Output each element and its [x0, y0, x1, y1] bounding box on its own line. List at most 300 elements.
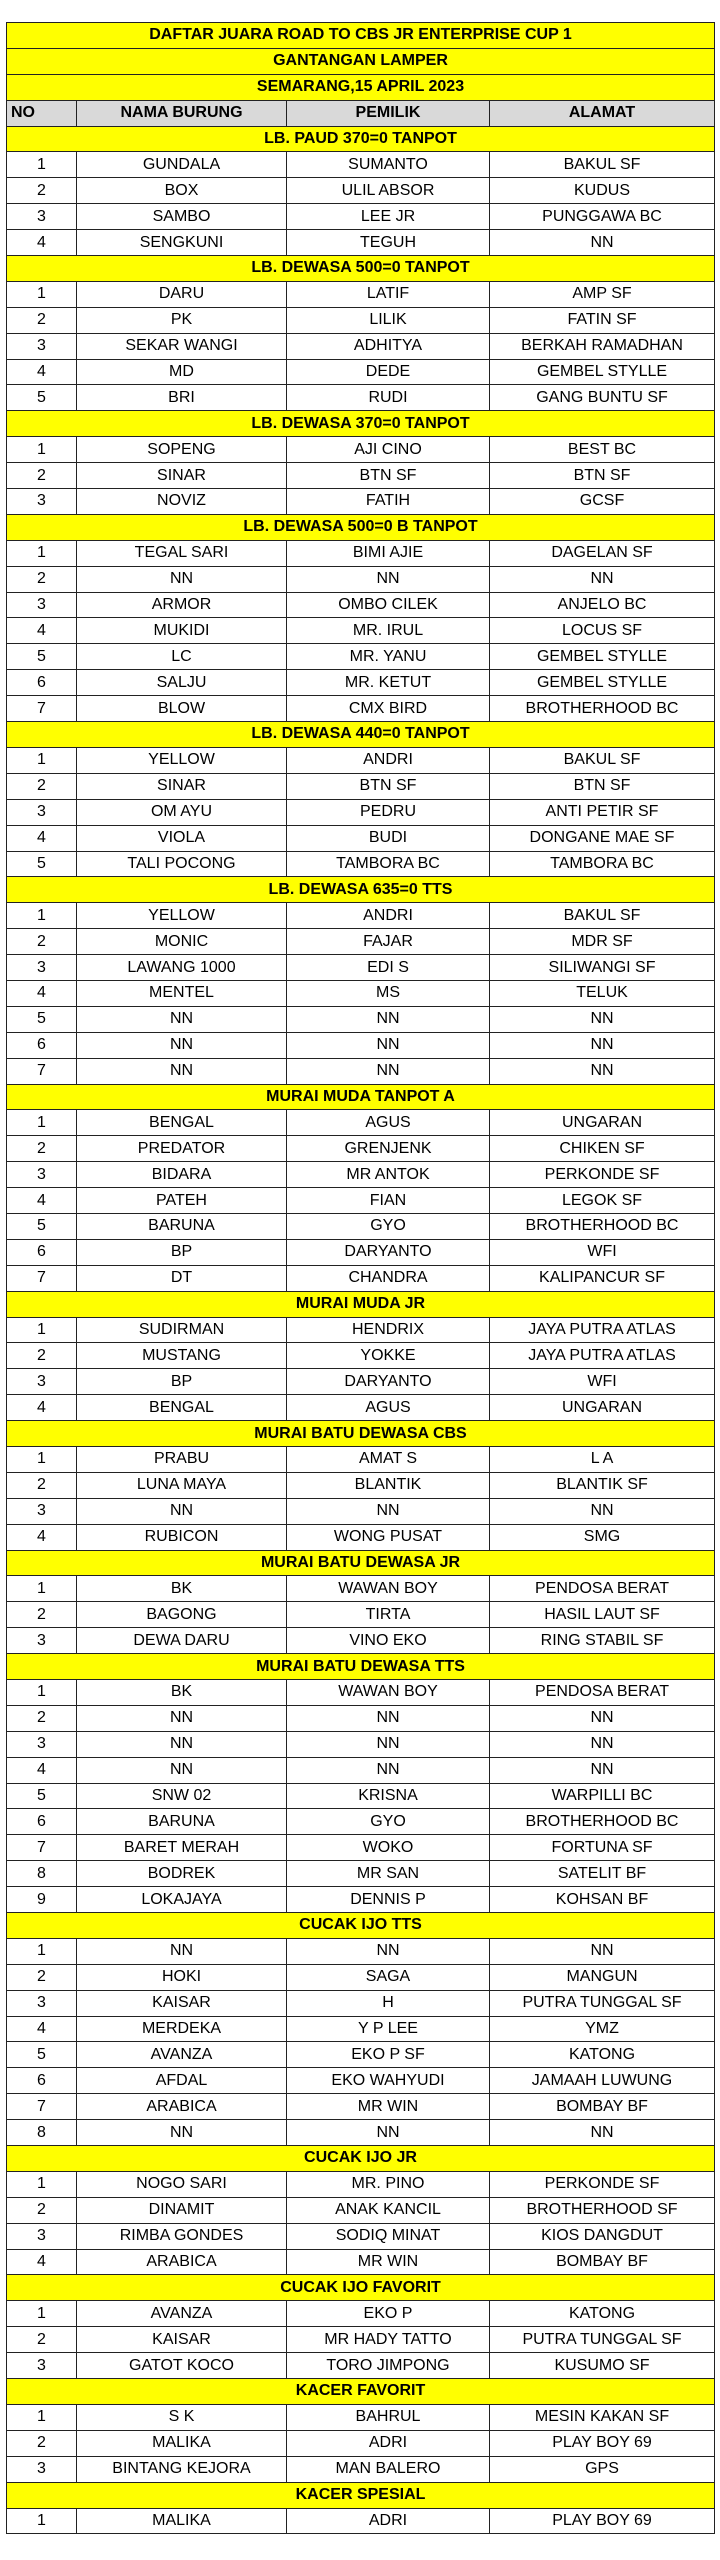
cell-address: FORTUNA SF	[490, 1835, 715, 1861]
cell-address: JAYA PUTRA ATLAS	[490, 1343, 715, 1369]
table-row	[7, 592, 715, 618]
table-row	[7, 1938, 715, 1964]
table-row	[7, 1058, 715, 1084]
section-header-row	[7, 256, 715, 282]
results-sheet	[6, 22, 714, 2534]
cell-owner: HENDRIX	[287, 1317, 490, 1343]
cell-owner: EKO P SF	[287, 2042, 490, 2068]
table-row	[7, 1602, 715, 1628]
column-header-row	[7, 100, 715, 126]
cell-address: BEST BC	[490, 437, 715, 463]
cell-address: HASIL LAUT SF	[490, 1602, 715, 1628]
cell-owner: MR WIN	[287, 2094, 490, 2120]
cell-owner: ADRI	[287, 2430, 490, 2456]
cell-bird-name: YELLOW	[77, 903, 287, 929]
cell-bird-name: ARABICA	[77, 2249, 287, 2275]
table-row	[7, 1188, 715, 1214]
cell-owner: NN	[287, 1705, 490, 1731]
cell-bird-name: BINTANG KEJORA	[77, 2456, 287, 2482]
cell-owner: AGUS	[287, 1110, 490, 1136]
table-row	[7, 644, 715, 670]
cell-address: NN	[490, 1006, 715, 1032]
table-row	[7, 955, 715, 981]
cell-bird-name: LAWANG 1000	[77, 955, 287, 981]
cell-owner: NN	[287, 1757, 490, 1783]
table-row	[7, 540, 715, 566]
cell-owner: ANAK KANCIL	[287, 2197, 490, 2223]
section-title: LB. DEWASA 370=0 TANPOT	[7, 411, 715, 437]
cell-bird-name: BRI	[77, 385, 287, 411]
table-row	[7, 2404, 715, 2430]
cell-address: JAYA PUTRA ATLAS	[490, 1317, 715, 1343]
cell-address: GANG BUNTU SF	[490, 385, 715, 411]
cell-no: 4	[7, 1188, 77, 1214]
cell-address: GEMBEL STYLLE	[490, 670, 715, 696]
cell-no: 4	[7, 359, 77, 385]
cell-no: 2	[7, 773, 77, 799]
cell-address: NN	[490, 1498, 715, 1524]
table-row	[7, 1990, 715, 2016]
cell-no: 5	[7, 644, 77, 670]
table-row	[7, 152, 715, 178]
cell-no: 2	[7, 2430, 77, 2456]
section-header-row	[7, 2379, 715, 2405]
cell-address: MDR SF	[490, 929, 715, 955]
table-row	[7, 903, 715, 929]
cell-bird-name: DEWA DARU	[77, 1628, 287, 1654]
table-row	[7, 1576, 715, 1602]
cell-bird-name: OM AYU	[77, 799, 287, 825]
section-title: MURAI MUDA TANPOT A	[7, 1084, 715, 1110]
table-row	[7, 2068, 715, 2094]
table-row	[7, 1213, 715, 1239]
cell-address: NN	[490, 1032, 715, 1058]
cell-owner: OMBO CILEK	[287, 592, 490, 618]
cell-bird-name: TALI POCONG	[77, 851, 287, 877]
cell-owner: SAGA	[287, 1964, 490, 1990]
cell-owner: FIAN	[287, 1188, 490, 1214]
cell-address: GEMBEL STYLLE	[490, 644, 715, 670]
table-row	[7, 696, 715, 722]
section-title: MURAI BATU DEWASA TTS	[7, 1654, 715, 1680]
cell-bird-name: PK	[77, 307, 287, 333]
cell-address: WFI	[490, 1239, 715, 1265]
cell-address: GPS	[490, 2456, 715, 2482]
cell-no: 7	[7, 1835, 77, 1861]
section-title: LB. DEWASA 635=0 TTS	[7, 877, 715, 903]
cell-no: 1	[7, 2508, 77, 2534]
table-row	[7, 929, 715, 955]
results-table-body	[7, 23, 715, 2534]
cell-bird-name: LUNA MAYA	[77, 1472, 287, 1498]
cell-owner: WOKO	[287, 1835, 490, 1861]
cell-owner: NN	[287, 1058, 490, 1084]
cell-owner: NN	[287, 1032, 490, 1058]
table-row	[7, 178, 715, 204]
table-row	[7, 281, 715, 307]
table-row	[7, 1343, 715, 1369]
cell-address: LOCUS SF	[490, 618, 715, 644]
cell-owner: SODIQ MINAT	[287, 2223, 490, 2249]
table-row	[7, 2430, 715, 2456]
cell-no: 3	[7, 592, 77, 618]
cell-owner: MR SAN	[287, 1861, 490, 1887]
cell-owner: LEE JR	[287, 204, 490, 230]
cell-no: 4	[7, 1524, 77, 1550]
cell-owner: ADRI	[287, 2508, 490, 2534]
cell-bird-name: AVANZA	[77, 2301, 287, 2327]
cell-bird-name: SAMBO	[77, 204, 287, 230]
cell-owner: RUDI	[287, 385, 490, 411]
table-row	[7, 1032, 715, 1058]
section-header-row	[7, 514, 715, 540]
cell-address: SATELIT BF	[490, 1861, 715, 1887]
cell-no: 8	[7, 1861, 77, 1887]
cell-owner: DARYANTO	[287, 1239, 490, 1265]
cell-owner: ADHITYA	[287, 333, 490, 359]
cell-bird-name: TEGAL SARI	[77, 540, 287, 566]
cell-bird-name: DINAMIT	[77, 2197, 287, 2223]
cell-no: 2	[7, 566, 77, 592]
cell-address: BAKUL SF	[490, 903, 715, 929]
table-row	[7, 1239, 715, 1265]
cell-owner: MR. KETUT	[287, 670, 490, 696]
cell-bird-name: MONIC	[77, 929, 287, 955]
section-title: CUCAK IJO JR	[7, 2146, 715, 2172]
cell-owner: NN	[287, 1731, 490, 1757]
cell-bird-name: BLOW	[77, 696, 287, 722]
cell-owner: VINO EKO	[287, 1628, 490, 1654]
cell-owner: NN	[287, 1006, 490, 1032]
cell-bird-name: SUDIRMAN	[77, 1317, 287, 1343]
cell-no: 1	[7, 437, 77, 463]
cell-address: CHIKEN SF	[490, 1136, 715, 1162]
cell-no: 4	[7, 1395, 77, 1421]
cell-bird-name: LOKAJAYA	[77, 1887, 287, 1913]
cell-address: PENDOSA BERAT	[490, 1576, 715, 1602]
section-title: KACER SPESIAL	[7, 2482, 715, 2508]
cell-address: BROTHERHOOD BC	[490, 696, 715, 722]
cell-no: 2	[7, 1136, 77, 1162]
table-row	[7, 1162, 715, 1188]
table-row	[7, 2197, 715, 2223]
cell-address: KATONG	[490, 2042, 715, 2068]
table-row	[7, 1680, 715, 1706]
cell-no: 7	[7, 696, 77, 722]
cell-bird-name: BK	[77, 1576, 287, 1602]
cell-no: 2	[7, 1602, 77, 1628]
table-row	[7, 2171, 715, 2197]
table-row	[7, 773, 715, 799]
cell-bird-name: DT	[77, 1265, 287, 1291]
section-header-row	[7, 411, 715, 437]
section-header-row	[7, 126, 715, 152]
section-header-row	[7, 2146, 715, 2172]
table-row	[7, 204, 715, 230]
column-header-owner: PEMILIK	[287, 100, 490, 126]
section-header-row	[7, 1550, 715, 1576]
cell-owner: BTN SF	[287, 463, 490, 489]
section-header-row	[7, 1291, 715, 1317]
cell-address: MESIN KAKAN SF	[490, 2404, 715, 2430]
cell-address: PUNGGAWA BC	[490, 204, 715, 230]
table-row	[7, 1369, 715, 1395]
table-row	[7, 2094, 715, 2120]
cell-bird-name: KAISAR	[77, 1990, 287, 2016]
section-header-row	[7, 1084, 715, 1110]
cell-no: 3	[7, 204, 77, 230]
cell-no: 2	[7, 2197, 77, 2223]
cell-no: 3	[7, 955, 77, 981]
cell-no: 1	[7, 903, 77, 929]
section-title: MURAI BATU DEWASA JR	[7, 1550, 715, 1576]
cell-no: 7	[7, 2094, 77, 2120]
cell-address: NN	[490, 2120, 715, 2146]
cell-bird-name: VIOLA	[77, 825, 287, 851]
cell-bird-name: BARUNA	[77, 1809, 287, 1835]
cell-address: BERKAH RAMADHAN	[490, 333, 715, 359]
cell-owner: MAN BALERO	[287, 2456, 490, 2482]
table-row	[7, 825, 715, 851]
cell-bird-name: NN	[77, 1032, 287, 1058]
cell-bird-name: SNW 02	[77, 1783, 287, 1809]
cell-bird-name: ARMOR	[77, 592, 287, 618]
cell-owner: TIRTA	[287, 1602, 490, 1628]
cell-address: PERKONDE SF	[490, 2171, 715, 2197]
cell-bird-name: HOKI	[77, 1964, 287, 1990]
cell-address: KATONG	[490, 2301, 715, 2327]
table-row	[7, 1835, 715, 1861]
cell-no: 1	[7, 1680, 77, 1706]
cell-owner: LATIF	[287, 281, 490, 307]
cell-owner: FAJAR	[287, 929, 490, 955]
cell-address: PERKONDE SF	[490, 1162, 715, 1188]
cell-no: 1	[7, 540, 77, 566]
cell-bird-name: SINAR	[77, 773, 287, 799]
cell-bird-name: PREDATOR	[77, 1136, 287, 1162]
cell-bird-name: BP	[77, 1239, 287, 1265]
cell-address: WARPILLI BC	[490, 1783, 715, 1809]
section-header-row	[7, 877, 715, 903]
table-row	[7, 1887, 715, 1913]
title-row	[7, 23, 715, 49]
table-row	[7, 1783, 715, 1809]
cell-no: 6	[7, 1239, 77, 1265]
cell-bird-name: LC	[77, 644, 287, 670]
table-row	[7, 2223, 715, 2249]
cell-no: 1	[7, 2301, 77, 2327]
cell-address: BROTHERHOOD BC	[490, 1213, 715, 1239]
cell-no: 1	[7, 281, 77, 307]
cell-bird-name: BP	[77, 1369, 287, 1395]
cell-owner: MR WIN	[287, 2249, 490, 2275]
cell-bird-name: SOPENG	[77, 437, 287, 463]
section-title: MURAI MUDA JR	[7, 1291, 715, 1317]
cell-owner: MS	[287, 980, 490, 1006]
table-row	[7, 1110, 715, 1136]
cell-address: NN	[490, 566, 715, 592]
cell-no: 2	[7, 463, 77, 489]
cell-address: NN	[490, 1058, 715, 1084]
section-header-row	[7, 1913, 715, 1939]
cell-address: TAMBORA BC	[490, 851, 715, 877]
cell-address: SMG	[490, 1524, 715, 1550]
cell-owner: LILIK	[287, 307, 490, 333]
section-title: LB. PAUD 370=0 TANPOT	[7, 126, 715, 152]
cell-bird-name: RIMBA GONDES	[77, 2223, 287, 2249]
cell-bird-name: NN	[77, 1498, 287, 1524]
cell-owner: DENNIS P	[287, 1887, 490, 1913]
cell-no: 2	[7, 1343, 77, 1369]
cell-address: BAKUL SF	[490, 152, 715, 178]
cell-bird-name: MALIKA	[77, 2430, 287, 2456]
cell-address: L A	[490, 1446, 715, 1472]
cell-bird-name: NN	[77, 566, 287, 592]
cell-no: 1	[7, 1110, 77, 1136]
table-row	[7, 851, 715, 877]
cell-owner: NN	[287, 566, 490, 592]
cell-address: NN	[490, 1938, 715, 1964]
cell-no: 2	[7, 2327, 77, 2353]
cell-owner: WAWAN BOY	[287, 1576, 490, 1602]
cell-owner: BLANTIK	[287, 1472, 490, 1498]
cell-bird-name: S K	[77, 2404, 287, 2430]
cell-address: BOMBAY BF	[490, 2249, 715, 2275]
cell-no: 4	[7, 618, 77, 644]
cell-owner: BUDI	[287, 825, 490, 851]
cell-owner: AGUS	[287, 1395, 490, 1421]
event-date: SEMARANG,15 APRIL 2023	[7, 74, 715, 100]
section-header-row	[7, 722, 715, 748]
cell-owner: WONG PUSAT	[287, 1524, 490, 1550]
cell-owner: EKO P	[287, 2301, 490, 2327]
cell-owner: GYO	[287, 1809, 490, 1835]
table-row	[7, 1705, 715, 1731]
table-row	[7, 1472, 715, 1498]
cell-address: DAGELAN SF	[490, 540, 715, 566]
cell-owner: MR. YANU	[287, 644, 490, 670]
cell-address: FATIN SF	[490, 307, 715, 333]
cell-no: 5	[7, 851, 77, 877]
cell-bird-name: NN	[77, 2120, 287, 2146]
cell-no: 8	[7, 2120, 77, 2146]
cell-owner: GYO	[287, 1213, 490, 1239]
cell-no: 3	[7, 1990, 77, 2016]
cell-bird-name: YELLOW	[77, 747, 287, 773]
cell-no: 1	[7, 1576, 77, 1602]
cell-no: 1	[7, 747, 77, 773]
cell-owner: DEDE	[287, 359, 490, 385]
table-row	[7, 2249, 715, 2275]
cell-bird-name: KAISAR	[77, 2327, 287, 2353]
cell-address: JAMAAH LUWUNG	[490, 2068, 715, 2094]
cell-no: 3	[7, 1628, 77, 1654]
table-row	[7, 566, 715, 592]
cell-owner: Y P LEE	[287, 2016, 490, 2042]
table-row	[7, 2508, 715, 2534]
cell-bird-name: NN	[77, 1705, 287, 1731]
column-header-bird-name: NAMA BURUNG	[77, 100, 287, 126]
cell-no: 4	[7, 230, 77, 256]
cell-bird-name: SALJU	[77, 670, 287, 696]
cell-no: 6	[7, 670, 77, 696]
cell-no: 3	[7, 489, 77, 515]
cell-no: 9	[7, 1887, 77, 1913]
table-row	[7, 359, 715, 385]
cell-address: SILIWANGI SF	[490, 955, 715, 981]
cell-owner: BAHRUL	[287, 2404, 490, 2430]
cell-no: 5	[7, 2042, 77, 2068]
table-row	[7, 747, 715, 773]
cell-bird-name: SEKAR WANGI	[77, 333, 287, 359]
cell-address: BAKUL SF	[490, 747, 715, 773]
cell-bird-name: AFDAL	[77, 2068, 287, 2094]
cell-bird-name: NN	[77, 1058, 287, 1084]
table-row	[7, 1757, 715, 1783]
section-title: KACER FAVORIT	[7, 2379, 715, 2405]
table-row	[7, 799, 715, 825]
cell-no: 5	[7, 385, 77, 411]
table-row	[7, 1731, 715, 1757]
cell-bird-name: DARU	[77, 281, 287, 307]
table-row	[7, 2016, 715, 2042]
cell-owner: ANDRI	[287, 747, 490, 773]
table-row	[7, 1498, 715, 1524]
results-table	[6, 22, 715, 2534]
cell-bird-name: BIDARA	[77, 1162, 287, 1188]
cell-no: 3	[7, 2223, 77, 2249]
table-row	[7, 2327, 715, 2353]
cell-address: BLANTIK SF	[490, 1472, 715, 1498]
cell-no: 3	[7, 2353, 77, 2379]
cell-no: 7	[7, 1265, 77, 1291]
cell-no: 5	[7, 1783, 77, 1809]
cell-address: RING STABIL SF	[490, 1628, 715, 1654]
section-title: CUCAK IJO FAVORIT	[7, 2275, 715, 2301]
cell-no: 1	[7, 1317, 77, 1343]
cell-bird-name: MUKIDI	[77, 618, 287, 644]
cell-no: 4	[7, 980, 77, 1006]
cell-no: 1	[7, 2171, 77, 2197]
cell-owner: WAWAN BOY	[287, 1680, 490, 1706]
table-row	[7, 463, 715, 489]
table-row	[7, 618, 715, 644]
cell-owner: AJI CINO	[287, 437, 490, 463]
cell-address: GCSF	[490, 489, 715, 515]
cell-no: 1	[7, 1446, 77, 1472]
cell-owner: TEGUH	[287, 230, 490, 256]
cell-address: BROTHERHOOD SF	[490, 2197, 715, 2223]
cell-no: 4	[7, 1757, 77, 1783]
cell-no: 5	[7, 1213, 77, 1239]
cell-address: BTN SF	[490, 463, 715, 489]
table-row	[7, 307, 715, 333]
table-row	[7, 1964, 715, 1990]
table-row	[7, 1395, 715, 1421]
cell-owner: NN	[287, 2120, 490, 2146]
cell-bird-name: NOGO SARI	[77, 2171, 287, 2197]
cell-bird-name: BODREK	[77, 1861, 287, 1887]
cell-no: 2	[7, 178, 77, 204]
cell-address: PLAY BOY 69	[490, 2508, 715, 2534]
cell-bird-name: NN	[77, 1731, 287, 1757]
cell-owner: MR ANTOK	[287, 1162, 490, 1188]
cell-bird-name: NN	[77, 1757, 287, 1783]
cell-no: 2	[7, 929, 77, 955]
table-row	[7, 1524, 715, 1550]
table-row	[7, 2120, 715, 2146]
cell-no: 7	[7, 1058, 77, 1084]
